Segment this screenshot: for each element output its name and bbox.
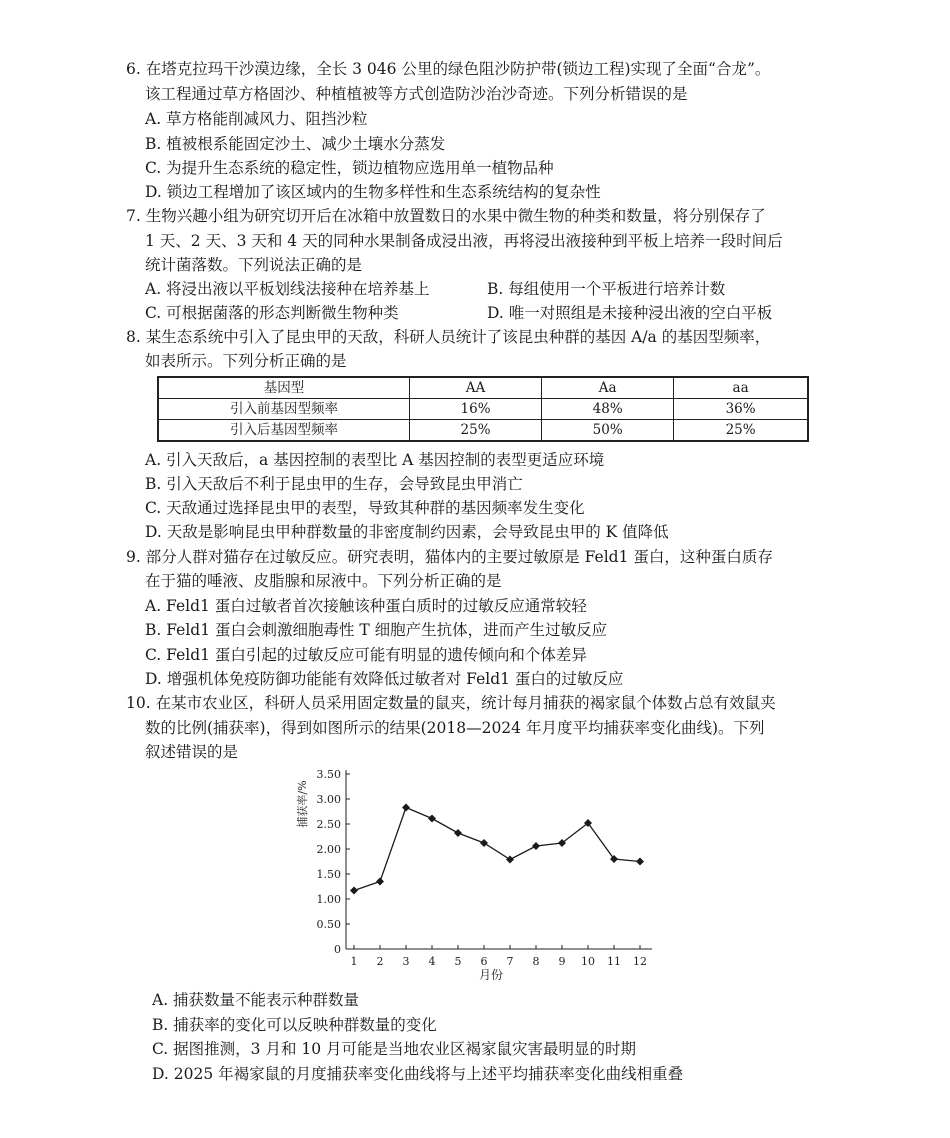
q9-option-c: C. Feld1 蛋白引起的过敏反应可能有明显的遗传倾向和个体差异	[145, 646, 587, 664]
x-tick-label: 2	[376, 955, 384, 968]
table-cell: 引入前基因型频率	[158, 399, 410, 420]
q8-option-b: B. 引入天敌后不利于昆虫甲的生存，会导致昆虫甲消亡	[145, 475, 523, 493]
q6-option-a: A. 草方格能削减风力、阻挡沙粒	[145, 110, 368, 128]
x-tick-label: 1	[350, 955, 358, 968]
data-point-marker	[350, 887, 358, 895]
table-cell: 36%	[674, 399, 808, 420]
y-tick-label: 1.00	[316, 893, 341, 906]
q7-option-a: A. 将浸出液以平板划线法接种在培养基上	[145, 280, 430, 298]
q9-stem-line-1: 9. 部分人群对猫存在过敏反应。研究表明，猫体内的主要过敏原是 Feld1 蛋白，这种蛋白质存	[126, 548, 773, 566]
table-row	[158, 399, 808, 420]
table-cell: 50%	[542, 420, 674, 442]
y-tick-label: 2.50	[316, 818, 341, 831]
data-point-marker	[532, 842, 540, 850]
q7-option-b: B. 每组使用一个平板进行培养计数	[487, 280, 726, 298]
x-tick-label: 7	[506, 955, 514, 968]
q8-stem-line-2: 如表所示。下列分析正确的是	[145, 352, 347, 370]
x-tick-label: 12	[633, 955, 647, 968]
q9-option-b: B. Feld1 蛋白会刺激细胞毒性 T 细胞产生抗体，进而产生过敏反应	[145, 621, 608, 639]
q10-stem-line-2: 数的比例(捕获率)，得到如图所示的结果(2018—2024 年月度平均捕获率变化曲线)。下列	[145, 719, 765, 737]
q8-option-c: C. 天敌通过选择昆虫甲的表型，导致其种群的基因频率发生变化	[145, 499, 585, 517]
q8-option-d: D. 天敌是影响昆虫甲种群数量的非密度制约因素，会导致昆虫甲的 K 值降低	[145, 523, 669, 541]
series-line	[354, 808, 640, 891]
q9-option-a: A. Feld1 蛋白过敏者首次接触该种蛋白质时的过敏反应通常较轻	[145, 597, 587, 615]
x-tick-label: 3	[402, 955, 410, 968]
x-tick-label: 9	[558, 955, 566, 968]
table-header-cell: AA	[410, 377, 542, 399]
q7-option-c: C. 可根据菌落的形态判断微生物种类	[145, 304, 399, 322]
data-point-marker	[454, 829, 462, 837]
data-point-marker	[506, 856, 514, 864]
q9-option-d: D. 增强机体免疫防御功能能有效降低过敏者对 Feld1 蛋白的过敏反应	[145, 670, 624, 688]
table-header-row	[158, 377, 808, 399]
q10-option-b: B. 捕获率的变化可以反映种群数量的变化	[152, 1016, 437, 1034]
y-tick-label: 0	[334, 943, 341, 956]
x-tick-label: 6	[480, 955, 488, 968]
q10-stem-line-1: 10. 在某市农业区，科研人员采用固定数量的鼠夹，统计每月捕获的褐家鼠个体数占总有效鼠夹	[126, 694, 776, 712]
y-tick-label: 0.50	[316, 918, 341, 931]
table-row	[158, 420, 808, 442]
table-cell: 48%	[542, 399, 674, 420]
data-point-marker	[402, 804, 410, 812]
chart-axes	[346, 770, 652, 949]
table-cell: 引入后基因型频率	[158, 420, 410, 442]
genotype-table	[157, 376, 809, 442]
y-axis-label: 捕获率/%	[296, 780, 309, 828]
y-tick-label: 3.50	[316, 768, 341, 781]
y-tick-label: 3.00	[316, 793, 341, 806]
q8-option-a: A. 引入天敌后，a 基因控制的表型比 A 基因控制的表型更适应环境	[145, 451, 605, 469]
q7-stem-line-3: 统计菌落数。下列说法正确的是	[145, 256, 363, 274]
capture-rate-chart	[290, 765, 670, 987]
x-axis-label: 月份	[478, 968, 504, 982]
data-point-marker	[480, 839, 488, 847]
q6-stem-line-1: 6. 在塔克拉玛干沙漠边缘，全长 3 046 公里的绿色阻沙防护带(锁边工程)实现了全面“合龙”。	[126, 60, 771, 78]
data-point-marker	[636, 858, 644, 866]
data-point-marker	[376, 878, 384, 886]
q6-option-b: B. 植被根系能固定沙土、减少土壤水分蒸发	[145, 135, 446, 153]
x-tick-label: 10	[581, 955, 595, 968]
q6-option-c: C. 为提升生态系统的稳定性，锁边植物应选用单一植物品种	[145, 159, 554, 177]
q9-stem-line-2: 在于猫的唾液、皮脂腺和尿液中。下列分析正确的是	[145, 572, 502, 590]
x-tick-label: 8	[532, 955, 540, 968]
y-tick-label: 2.00	[316, 843, 341, 856]
q7-stem-line-1: 7. 生物兴趣小组为研究切开后在冰箱中放置数日的水果中微生物的种类和数量，将分别保存了	[126, 207, 766, 225]
table-cell: 16%	[410, 399, 542, 420]
q6-option-d: D. 锁边工程增加了该区域内的生物多样性和生态系统结构的复杂性	[145, 183, 601, 201]
x-tick-label: 11	[607, 955, 621, 968]
table-header-cell: 基因型	[158, 377, 410, 399]
table-cell: 25%	[410, 420, 542, 442]
q10-option-a: A. 捕获数量不能表示种群数量	[152, 991, 360, 1009]
q8-stem-line-1: 8. 某生态系统中引入了昆虫甲的天敌，科研人员统计了该昆虫种群的基因 A/a 的基因型频率，	[126, 328, 771, 346]
q10-option-d: D. 2025 年褐家鼠的月度捕获率变化曲线将与上述平均捕获率变化曲线相重叠	[152, 1065, 684, 1083]
x-tick-label: 5	[454, 955, 462, 968]
table-header-cell: aa	[674, 377, 808, 399]
q7-option-d: D. 唯一对照组是未接种浸出液的空白平板	[487, 304, 773, 322]
x-tick-label: 4	[428, 955, 436, 968]
y-tick-label: 1.50	[316, 868, 341, 881]
q10-option-c: C. 据图推测，3 月和 10 月可能是当地农业区褐家鼠灾害最明显的时期	[152, 1040, 637, 1058]
q7-stem-line-2: 1 天、2 天、3 天和 4 天的同种水果制备成浸出液，再将浸出液接种到平板上培养一段时间后	[145, 232, 783, 250]
table-header-cell: Aa	[542, 377, 674, 399]
data-point-marker	[428, 815, 436, 823]
q10-stem-line-3: 叙述错误的是	[145, 743, 239, 761]
table-cell: 25%	[674, 420, 808, 442]
q6-stem-line-2: 该工程通过草方格固沙、种植植被等方式创造防沙治沙奇迹。下列分析错误的是	[145, 85, 688, 103]
